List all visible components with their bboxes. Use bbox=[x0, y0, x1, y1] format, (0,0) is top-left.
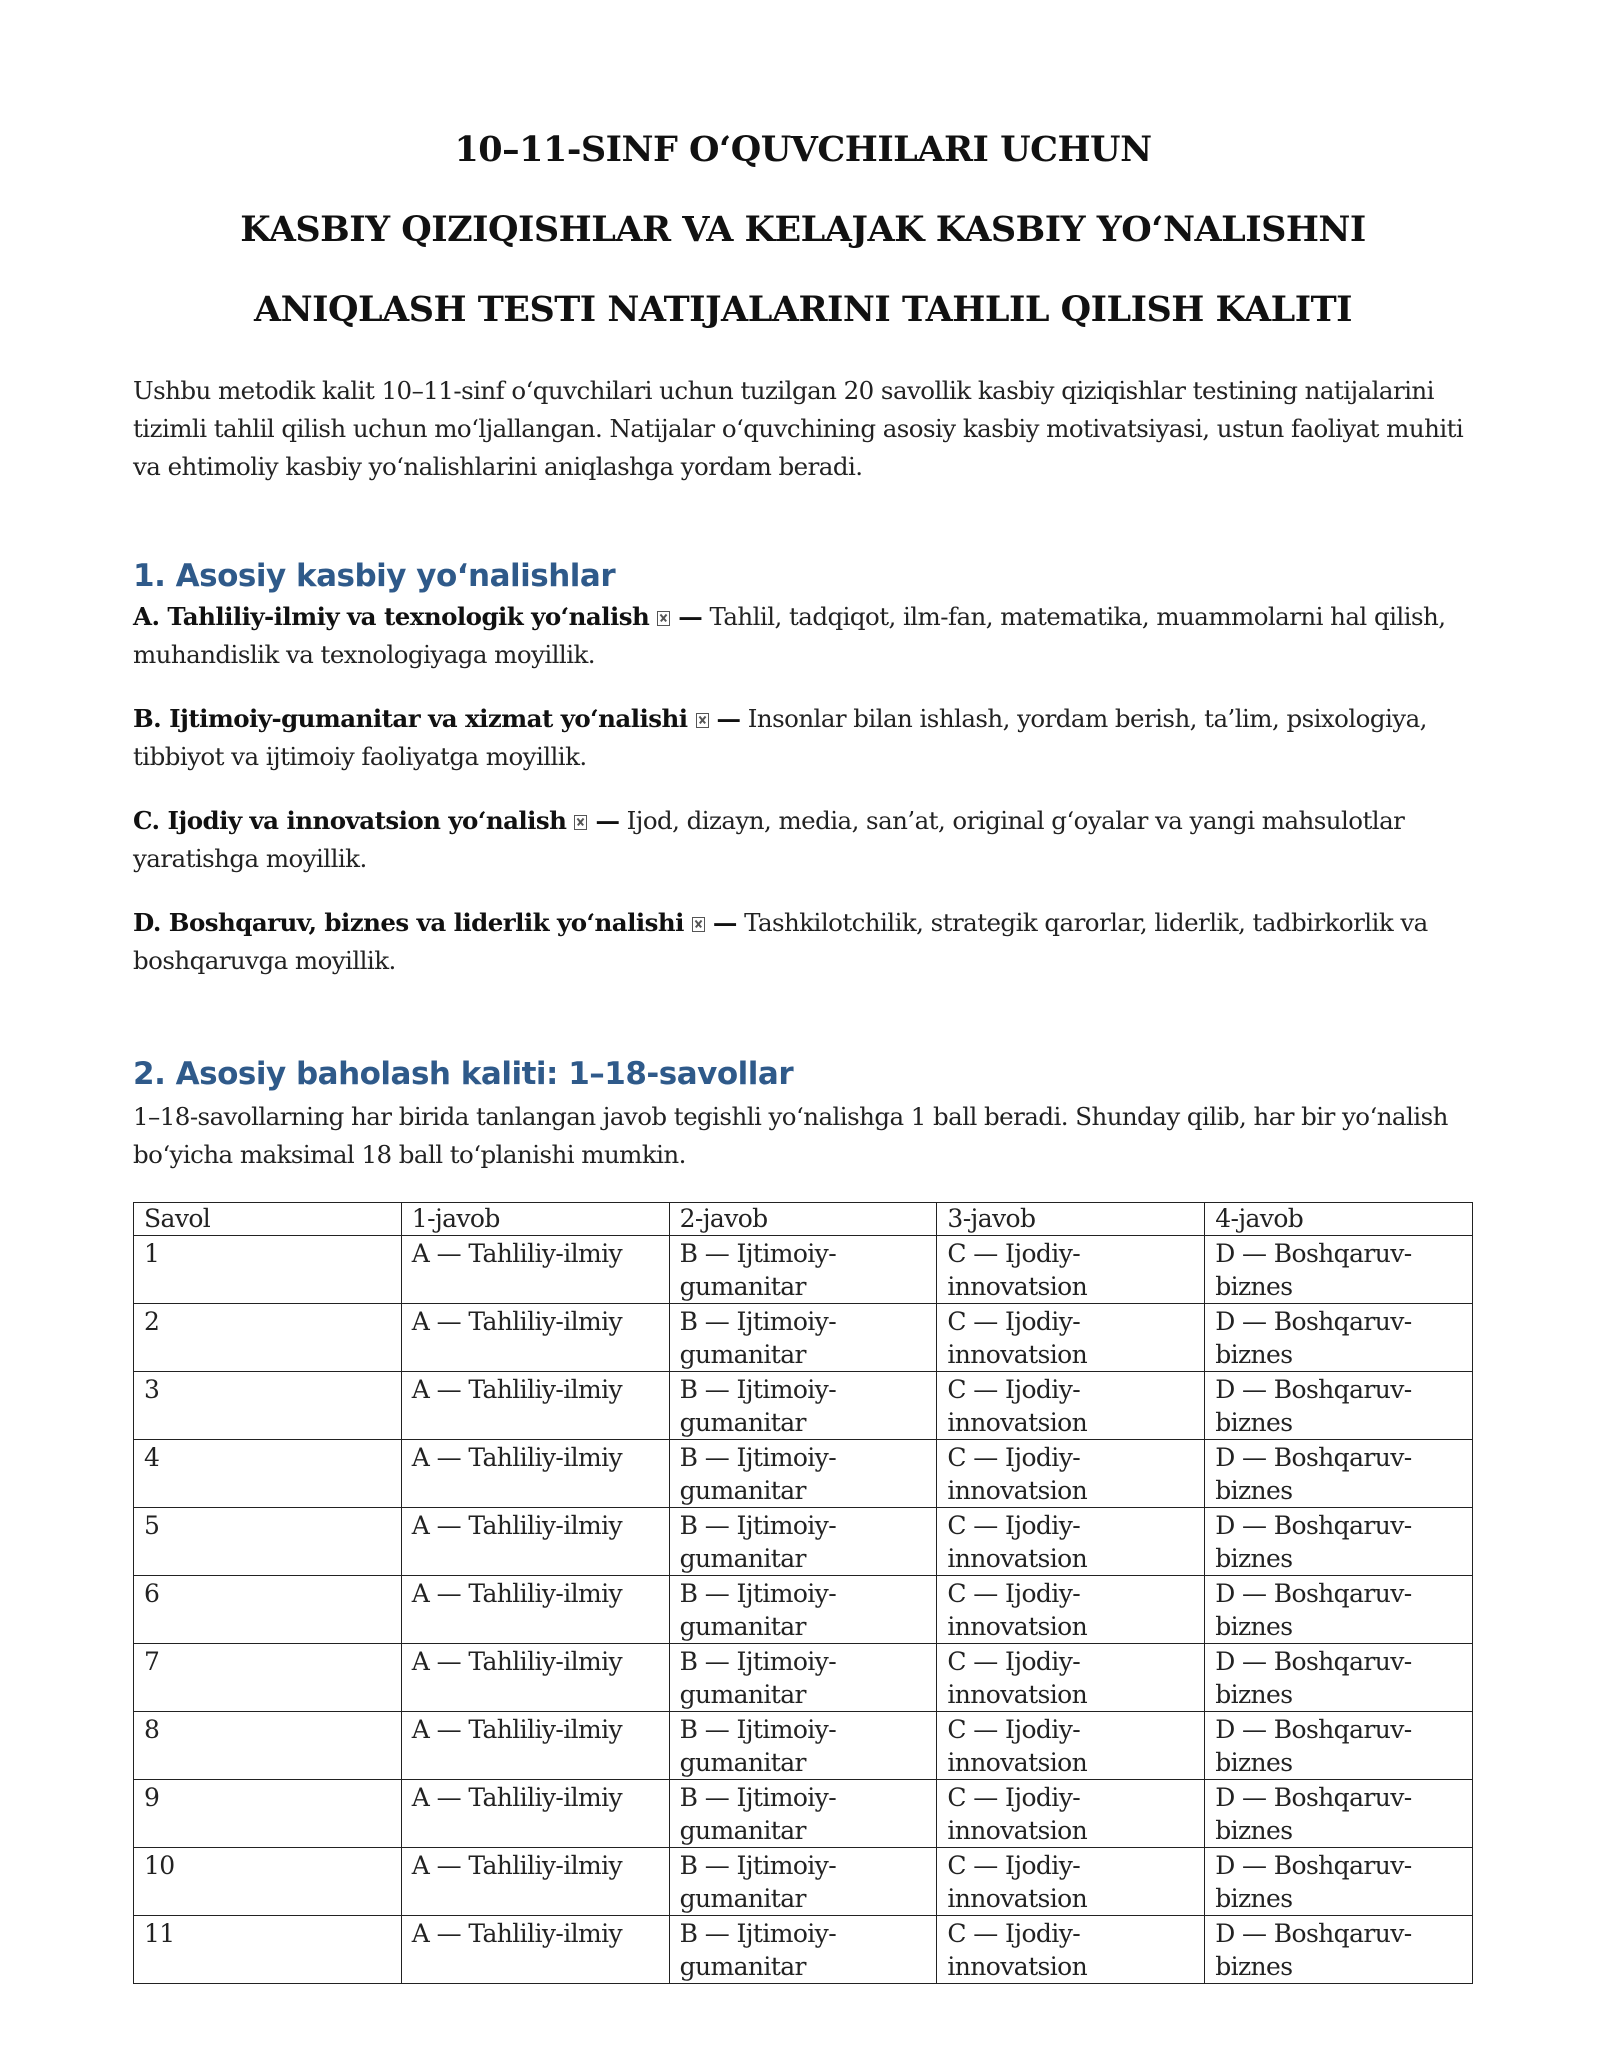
direction-list bbox=[133, 598, 1473, 980]
direction-name: B. Ijtimoiy-gumanitar va xizmat yo‘nalishi bbox=[133, 704, 688, 733]
question-number-cell bbox=[134, 1440, 402, 1508]
answer-text: biznes bbox=[1215, 1748, 1293, 1777]
intro-paragraph: Ushbu metodik kalit 10–11-sinf o‘quvchilari uchun tuzilgan 20 savollik kasbiy qiziqishlar testining natijalarini tizimli tahlil qilish uchun mo‘ljallangan. Natijalar o‘quvchining asosiy kasbiy motivatsiyasi, ustun faoliyat muhiti va ehtimoliy kasbiy yo‘nalishlarini aniqlashga yordam beradi. bbox=[133, 376, 1464, 481]
answer-text: gumanitar bbox=[679, 1952, 806, 1981]
answer-text: biznes bbox=[1215, 1816, 1293, 1845]
answer-cell bbox=[401, 1644, 669, 1712]
question-number: 7 bbox=[144, 1647, 160, 1676]
answer-cell bbox=[937, 1372, 1205, 1440]
answer-text: B — Ijtimoiy- bbox=[679, 1783, 837, 1812]
answer-text: gumanitar bbox=[679, 1816, 806, 1845]
answer-cell bbox=[937, 1848, 1205, 1916]
answer-text: B — Ijtimoiy- bbox=[679, 1443, 837, 1472]
answer-text: B — Ijtimoiy- bbox=[679, 1375, 837, 1404]
answer-text: gumanitar bbox=[679, 1680, 806, 1709]
answer-cell bbox=[669, 1916, 937, 1984]
answer-text: C — Ijodiy- bbox=[947, 1443, 1081, 1472]
table-header-row bbox=[134, 1203, 1473, 1236]
column-header: 1-javob bbox=[401, 1203, 669, 1236]
title-line-1: 10–11-SINF O‘QUVCHILARI UCHUN bbox=[454, 129, 1152, 170]
direction-description: Ijod, dizayn, media, san’at, original g‘oyalar va yangi mahsulotlar yaratishga moyillik. bbox=[133, 806, 1405, 873]
answer-cell bbox=[1205, 1780, 1473, 1848]
question-number: 3 bbox=[144, 1375, 160, 1404]
direction-item-d bbox=[133, 904, 1473, 980]
answer-text: biznes bbox=[1215, 1952, 1293, 1981]
question-number: 11 bbox=[144, 1919, 175, 1948]
table-row bbox=[134, 1712, 1473, 1780]
answer-text: A — Tahliliy-ilmiy bbox=[411, 1783, 623, 1812]
answer-text: biznes bbox=[1215, 1612, 1293, 1641]
answer-cell bbox=[1205, 1916, 1473, 1984]
answer-cell bbox=[401, 1372, 669, 1440]
answer-text: gumanitar bbox=[679, 1340, 806, 1369]
answer-text: A — Tahliliy-ilmiy bbox=[411, 1239, 623, 1268]
question-number-cell bbox=[134, 1916, 402, 1984]
direction-description: Tahlil, tadqiqot, ilm-fan, matematika, muammolarni hal qilish, muhandislik va texnologiyaga moyillik. bbox=[133, 602, 1446, 669]
table-row bbox=[134, 1304, 1473, 1372]
question-number-cell bbox=[134, 1372, 402, 1440]
section-1-heading: 1. Asosiy kasbiy yo‘nalishlar bbox=[133, 558, 616, 594]
answer-text: B — Ijtimoiy- bbox=[679, 1307, 837, 1336]
missing-glyph-icon bbox=[692, 917, 705, 932]
answer-text: innovatsion bbox=[947, 1816, 1088, 1845]
answer-text: D — Boshqaruv- bbox=[1215, 1851, 1412, 1880]
answer-cell bbox=[401, 1916, 669, 1984]
question-number-cell bbox=[134, 1576, 402, 1644]
direction-description: Tashkilotchilik, strategik qarorlar, liderlik, tadbirkorlik va boshqaruvga moyillik. bbox=[133, 908, 1428, 975]
question-number-cell bbox=[134, 1848, 402, 1916]
answer-text: D — Boshqaruv- bbox=[1215, 1919, 1412, 1948]
question-number-cell bbox=[134, 1236, 402, 1304]
answer-text: A — Tahliliy-ilmiy bbox=[411, 1851, 623, 1880]
answer-text: C — Ijodiy- bbox=[947, 1851, 1081, 1880]
question-number: 2 bbox=[144, 1307, 160, 1336]
answer-cell bbox=[669, 1576, 937, 1644]
answer-text: C — Ijodiy- bbox=[947, 1307, 1081, 1336]
table-row bbox=[134, 1576, 1473, 1644]
answer-cell bbox=[937, 1780, 1205, 1848]
answer-cell bbox=[1205, 1236, 1473, 1304]
question-number-cell bbox=[134, 1644, 402, 1712]
answer-text: gumanitar bbox=[679, 1408, 806, 1437]
title-line-2: KASBIY QIZIQISHLAR VA KELAJAK KASBIY YO‘NALISHNI bbox=[240, 209, 1366, 250]
answer-cell bbox=[669, 1644, 937, 1712]
answer-cell bbox=[1205, 1508, 1473, 1576]
answer-text: innovatsion bbox=[947, 1408, 1088, 1437]
direction-name: D. Boshqaruv, biznes va liderlik yo‘nalishi bbox=[133, 908, 684, 937]
answer-text: gumanitar bbox=[679, 1612, 806, 1641]
answer-cell bbox=[1205, 1848, 1473, 1916]
answer-text: B — Ijtimoiy- bbox=[679, 1715, 837, 1744]
answer-text: innovatsion bbox=[947, 1952, 1088, 1981]
section-2-paragraph: 1–18-savollarning har birida tanlangan javob tegishli yo‘nalishga 1 ball beradi. Shunday qilib, har bir yo‘nalish bo‘yicha maksimal 18 ball to‘planishi mumkin. bbox=[133, 1102, 1448, 1169]
answer-text: B — Ijtimoiy- bbox=[679, 1647, 837, 1676]
answer-text: D — Boshqaruv- bbox=[1215, 1307, 1412, 1336]
answer-text: B — Ijtimoiy- bbox=[679, 1239, 837, 1268]
answer-text: B — Ijtimoiy- bbox=[679, 1579, 837, 1608]
question-number: 8 bbox=[144, 1715, 160, 1744]
answer-cell bbox=[669, 1508, 937, 1576]
answer-text: innovatsion bbox=[947, 1272, 1088, 1301]
answer-text: D — Boshqaruv- bbox=[1215, 1443, 1412, 1472]
question-number: 1 bbox=[144, 1239, 160, 1268]
answer-text: B — Ijtimoiy- bbox=[679, 1919, 837, 1948]
scoring-key-table bbox=[133, 1202, 1473, 1984]
answer-text: biznes bbox=[1215, 1544, 1293, 1573]
answer-cell bbox=[937, 1916, 1205, 1984]
answer-cell bbox=[669, 1712, 937, 1780]
answer-text: D — Boshqaruv- bbox=[1215, 1647, 1412, 1676]
answer-cell bbox=[1205, 1644, 1473, 1712]
missing-glyph-icon bbox=[696, 713, 709, 728]
table-row bbox=[134, 1508, 1473, 1576]
question-number: 6 bbox=[144, 1579, 160, 1608]
answer-text: A — Tahliliy-ilmiy bbox=[411, 1375, 623, 1404]
answer-text: C — Ijodiy- bbox=[947, 1715, 1081, 1744]
table-row bbox=[134, 1440, 1473, 1508]
em-dash: — bbox=[595, 806, 620, 835]
answer-text: B — Ijtimoiy- bbox=[679, 1851, 837, 1880]
answer-cell bbox=[669, 1848, 937, 1916]
answer-cell bbox=[669, 1440, 937, 1508]
direction-name: C. Ijodiy va innovatsion yo‘nalish bbox=[133, 806, 567, 835]
question-number: 5 bbox=[144, 1511, 160, 1540]
question-number-cell bbox=[134, 1304, 402, 1372]
answer-text: biznes bbox=[1215, 1272, 1293, 1301]
answer-text: C — Ijodiy- bbox=[947, 1511, 1081, 1540]
answer-cell bbox=[937, 1236, 1205, 1304]
section-2-heading: 2. Asosiy baholash kaliti: 1–18-savollar bbox=[133, 1056, 794, 1092]
answer-cell bbox=[669, 1372, 937, 1440]
table-row bbox=[134, 1780, 1473, 1848]
answer-text: innovatsion bbox=[947, 1476, 1088, 1505]
direction-item-b bbox=[133, 700, 1473, 776]
table-row bbox=[134, 1848, 1473, 1916]
answer-cell bbox=[937, 1304, 1205, 1372]
answer-text: gumanitar bbox=[679, 1544, 806, 1573]
answer-text: innovatsion bbox=[947, 1884, 1088, 1913]
answer-text: C — Ijodiy- bbox=[947, 1579, 1081, 1608]
answer-text: innovatsion bbox=[947, 1544, 1088, 1573]
answer-text: A — Tahliliy-ilmiy bbox=[411, 1511, 623, 1540]
answer-cell bbox=[401, 1576, 669, 1644]
answer-cell bbox=[401, 1304, 669, 1372]
missing-glyph-icon bbox=[574, 815, 587, 830]
answer-cell bbox=[937, 1576, 1205, 1644]
answer-text: D — Boshqaruv- bbox=[1215, 1783, 1412, 1812]
table-row bbox=[134, 1372, 1473, 1440]
answer-cell bbox=[669, 1304, 937, 1372]
answer-text: biznes bbox=[1215, 1476, 1293, 1505]
answer-text: A — Tahliliy-ilmiy bbox=[411, 1715, 623, 1744]
answer-cell bbox=[401, 1236, 669, 1304]
question-number-cell bbox=[134, 1712, 402, 1780]
question-number-cell bbox=[134, 1780, 402, 1848]
answer-text: innovatsion bbox=[947, 1680, 1088, 1709]
answer-cell bbox=[1205, 1440, 1473, 1508]
answer-text: A — Tahliliy-ilmiy bbox=[411, 1919, 623, 1948]
direction-description: Insonlar bilan ishlash, yordam berish, ta’lim, psixologiya, tibbiyot va ijtimoiy faoliyatga moyillik. bbox=[133, 704, 1427, 771]
answer-cell bbox=[937, 1508, 1205, 1576]
answer-text: biznes bbox=[1215, 1680, 1293, 1709]
answer-cell bbox=[401, 1780, 669, 1848]
document-page bbox=[133, 110, 1473, 1984]
missing-glyph-icon bbox=[657, 611, 670, 626]
answer-text: A — Tahliliy-ilmiy bbox=[411, 1579, 623, 1608]
column-header: Savol bbox=[134, 1203, 402, 1236]
answer-cell bbox=[1205, 1304, 1473, 1372]
answer-cell bbox=[937, 1440, 1205, 1508]
answer-text: innovatsion bbox=[947, 1612, 1088, 1641]
column-header: 2-javob bbox=[669, 1203, 937, 1236]
answer-cell bbox=[669, 1780, 937, 1848]
question-number-cell bbox=[134, 1508, 402, 1576]
answer-text: C — Ijodiy- bbox=[947, 1783, 1081, 1812]
answer-text: A — Tahliliy-ilmiy bbox=[411, 1443, 623, 1472]
answer-text: D — Boshqaruv- bbox=[1215, 1239, 1412, 1268]
answer-text: A — Tahliliy-ilmiy bbox=[411, 1647, 623, 1676]
answer-text: C — Ijodiy- bbox=[947, 1647, 1081, 1676]
answer-cell bbox=[1205, 1712, 1473, 1780]
answer-text: C — Ijodiy- bbox=[947, 1375, 1081, 1404]
direction-item-c bbox=[133, 802, 1473, 878]
answer-text: biznes bbox=[1215, 1884, 1293, 1913]
direction-item-a bbox=[133, 598, 1473, 674]
answer-cell bbox=[937, 1712, 1205, 1780]
answer-text: C — Ijodiy- bbox=[947, 1239, 1081, 1268]
em-dash: — bbox=[712, 908, 737, 937]
answer-text: innovatsion bbox=[947, 1340, 1088, 1369]
answer-cell bbox=[1205, 1576, 1473, 1644]
answer-cell bbox=[669, 1236, 937, 1304]
answer-text: A — Tahliliy-ilmiy bbox=[411, 1307, 623, 1336]
answer-text: gumanitar bbox=[679, 1748, 806, 1777]
answer-text: innovatsion bbox=[947, 1748, 1088, 1777]
question-number: 10 bbox=[144, 1851, 175, 1880]
column-header: 3-javob bbox=[937, 1203, 1205, 1236]
answer-cell bbox=[401, 1508, 669, 1576]
table-row bbox=[134, 1236, 1473, 1304]
answer-text: biznes bbox=[1215, 1408, 1293, 1437]
table-row bbox=[134, 1916, 1473, 1984]
direction-name: A. Tahliliy-ilmiy va texnologik yo‘nalish bbox=[133, 602, 650, 631]
answer-text: D — Boshqaruv- bbox=[1215, 1511, 1412, 1540]
table-body bbox=[134, 1236, 1473, 1984]
answer-text: D — Boshqaruv- bbox=[1215, 1579, 1412, 1608]
answer-text: gumanitar bbox=[679, 1272, 806, 1301]
answer-text: gumanitar bbox=[679, 1476, 806, 1505]
answer-cell bbox=[937, 1644, 1205, 1712]
title-line-3: ANIQLASH TESTI NATIJALARINI TAHLIL QILISH KALITI bbox=[253, 289, 1353, 330]
table-row bbox=[134, 1644, 1473, 1712]
answer-cell bbox=[401, 1848, 669, 1916]
answer-text: biznes bbox=[1215, 1340, 1293, 1369]
answer-text: B — Ijtimoiy- bbox=[679, 1511, 837, 1540]
answer-text: gumanitar bbox=[679, 1884, 806, 1913]
answer-cell bbox=[401, 1712, 669, 1780]
answer-text: D — Boshqaruv- bbox=[1215, 1715, 1412, 1744]
answer-cell bbox=[401, 1440, 669, 1508]
question-number: 9 bbox=[144, 1783, 160, 1812]
answer-text: D — Boshqaruv- bbox=[1215, 1375, 1412, 1404]
em-dash: — bbox=[678, 602, 703, 631]
column-header: 4-javob bbox=[1205, 1203, 1473, 1236]
answer-cell bbox=[1205, 1372, 1473, 1440]
em-dash: — bbox=[716, 704, 741, 733]
answer-text: C — Ijodiy- bbox=[947, 1919, 1081, 1948]
question-number: 4 bbox=[144, 1443, 160, 1472]
